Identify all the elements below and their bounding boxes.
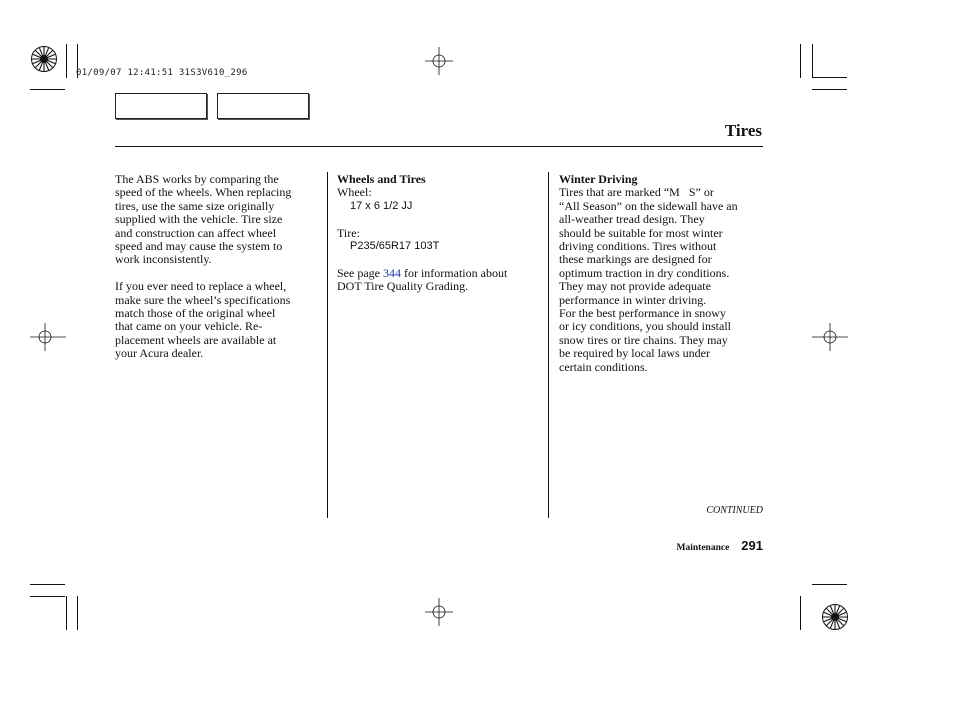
column-right [559,173,764,374]
page-link[interactable]: 344 [382,265,401,280]
registration-crosshair-icon [812,323,848,351]
crop-mark [812,77,847,78]
continued-label: CONTINUED [706,505,763,516]
text-line: or icy conditions, you should install [559,319,731,334]
registration-crosshair-icon [30,323,66,351]
wheel-label: Wheel: [337,185,372,200]
text-line: be required by local laws under [559,346,710,361]
crop-mark [66,44,67,78]
text-line: driving conditions. Tires without [559,239,717,254]
text-line: supplied with the vehicle. Tire size [115,212,283,227]
text-line: certain conditions. [559,359,648,374]
column-left [115,173,320,361]
registration-starburst-icon [821,603,849,631]
page-title: Tires [724,121,762,140]
page-number: 291 [741,538,763,553]
text-line: make sure the wheel’s specifications [115,292,291,307]
section-heading: Winter Driving [559,172,638,186]
crop-mark [30,596,65,597]
text-line: match those of the original wheel [115,306,276,321]
text-line: these markings are designed for [559,252,712,267]
wheel-spec: 17 x 6 1/2 JJ [350,199,413,212]
text-line: and construction can affect wheel [115,225,277,240]
text-line: speed and may cause the system to [115,239,283,254]
text-line: “All Season” on the sidewall have an [559,198,738,213]
crop-mark [30,89,65,90]
text-line: Tires that are marked “M S” or [559,185,714,200]
see-suffix: for information about [400,265,508,280]
text-line: that came on your vehicle. Re- [115,319,263,334]
registration-crosshair-icon [425,47,453,75]
header-tab-box [217,93,309,119]
text-line: For the best performance in snowy [559,306,726,321]
text-line: If you ever need to replace a wheel, [115,279,287,294]
header-tab-box [115,93,207,119]
crop-mark [66,596,67,630]
text-line: They may not provide adequate [559,279,711,294]
text-line: work inconsistently. [115,252,212,267]
crop-mark [30,584,65,585]
column-divider [327,172,328,518]
text-line: all-weather tread design. They [559,212,705,227]
crop-mark [800,44,801,78]
tire-spec: P235/65R17 103T [350,240,440,253]
print-timestamp: 01/09/07 12:41:51 31S3V610_296 [76,68,248,78]
title-rule [115,146,763,147]
column-divider [548,172,549,518]
crop-mark [812,89,847,90]
registration-starburst-icon [30,45,58,73]
text-line: performance in winter driving. [559,292,707,307]
tire-label: Tire: [337,225,360,240]
text-line: placement wheels are available at [115,332,277,347]
section-heading: Wheels and Tires [337,172,426,186]
text-line: speed of the wheels. When replacing [115,185,292,200]
crop-mark [812,44,813,78]
text-line: The ABS works by comparing the [115,172,279,186]
page-footer [677,537,763,555]
text-line: tires, use the same size originally [115,198,275,213]
text-line: optimum traction in dry conditions. [559,265,730,280]
crop-mark [812,584,847,585]
text-line: should be suitable for most winter [559,225,723,240]
section-name: Maintenance [676,543,730,553]
column-middle [337,173,542,294]
text-line: DOT Tire Quality Grading. [337,279,469,294]
text-line [337,267,542,280]
registration-crosshair-icon [425,598,453,626]
text-line: your Acura dealer. [115,346,204,361]
crop-mark [800,596,801,630]
crop-mark [77,596,78,630]
see-prefix: See page [337,265,383,280]
text-line: snow tires or tire chains. They may [559,332,728,347]
